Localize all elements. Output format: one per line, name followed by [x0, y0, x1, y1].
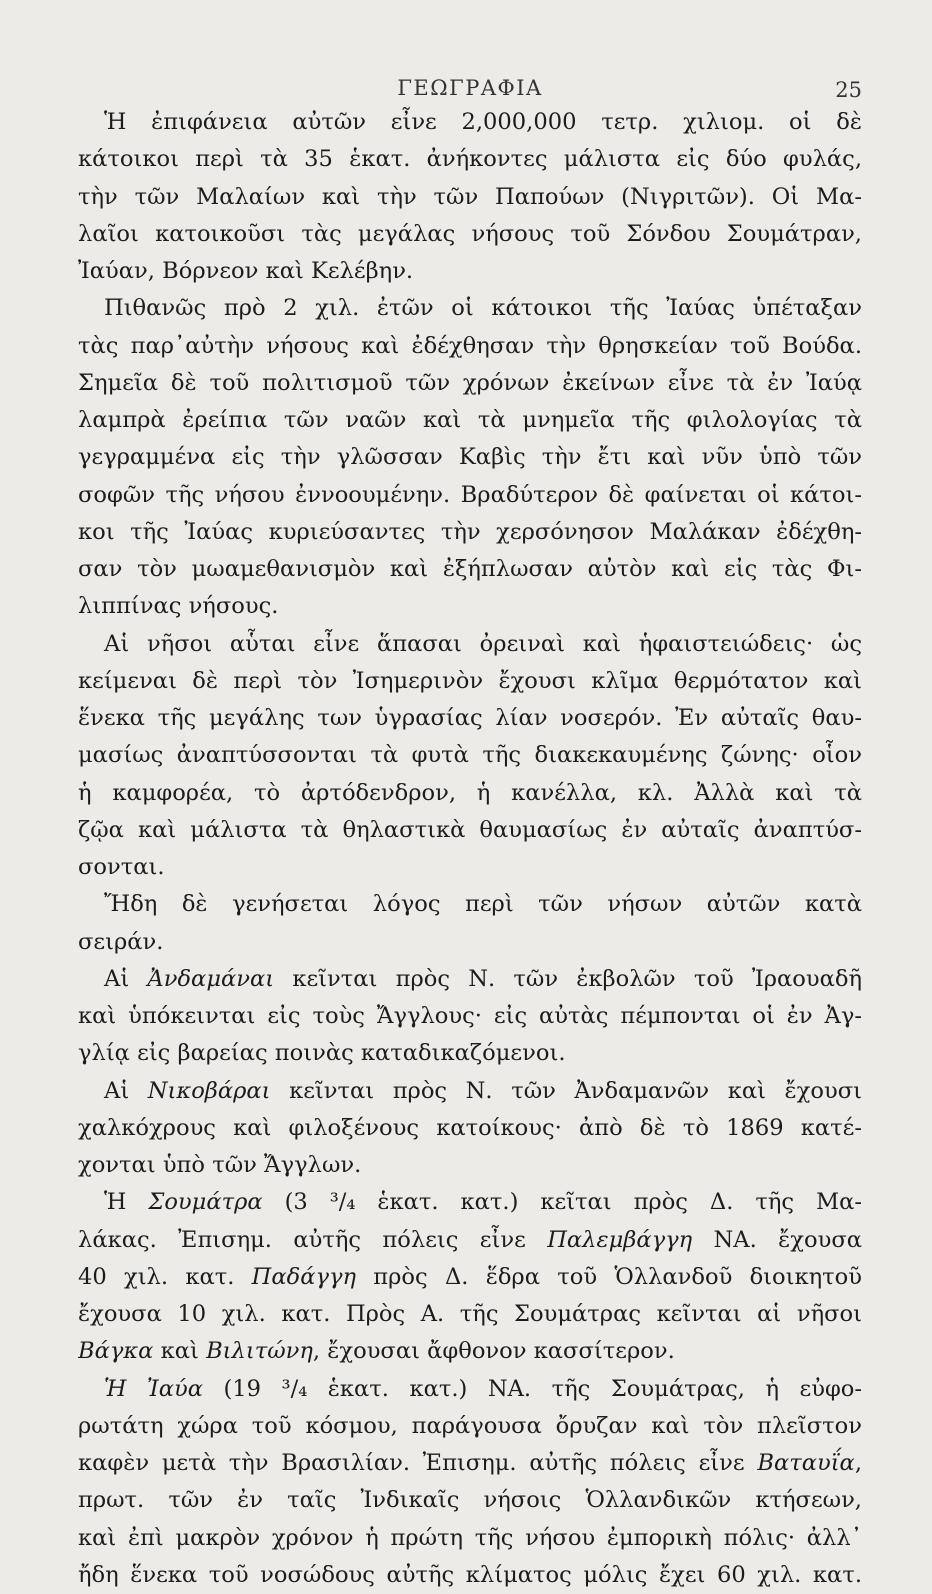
text-segment: ζῷα καὶ μάλιστα τὰ θηλαστικὰ θαυμασίως ἐν αὐταῖς ἀναπτύσ-	[78, 816, 862, 843]
text-line	[78, 588, 862, 625]
text-segment: πρωτ. τῶν ἐν ταῖς Ἰνδικαῖς νήσοις Ὁλλανδικῶν κτήσεων,	[78, 1487, 862, 1514]
text-line	[78, 1259, 862, 1296]
text-segment: σαν τὸν μωαμεθανισμὸν καὶ ἐξήπλωσαν αὐτὸν καὶ εἰς τὰς Φι-	[78, 556, 862, 582]
italic-place-name: Παδάγγη	[251, 1263, 357, 1290]
text-line	[78, 1520, 862, 1557]
italic-place-name: Ἡ Ἰαύα	[104, 1375, 203, 1402]
text-line	[78, 663, 862, 700]
text-segment: ,	[854, 1450, 862, 1476]
text-segment: πρὸς Δ. ἕδρα τοῦ Ὁλλανδοῦ διοικητοῦ	[356, 1263, 862, 1290]
text-segment: σοφῶν τῆς νήσου ἐννοουμένην. Βραδύτερον δὲ φαίνεται οἱ κάτοι-	[78, 481, 862, 508]
text-segment: Αἱ	[104, 1077, 148, 1104]
text-line	[78, 104, 862, 141]
text-segment: μασίως ἀναπτύσσονται τὰ φυτὰ τῆς διακεκαυμένης ζώνης· οἷον	[78, 742, 862, 769]
text-line	[78, 439, 862, 476]
text-segment: γλίᾳ εἰς βαρείας ποινὰς καταδικαζόμενοι.	[78, 1040, 566, 1067]
text-segment: χονται ὑπὸ τῶν Ἄγγλων.	[78, 1152, 362, 1178]
text-segment: (3 ³/₄ ἑκατ. κατ.) κεῖται πρὸς Δ. τῆς Μα-	[262, 1189, 862, 1216]
text-segment: Σημεῖα δὲ τοῦ πολιτισμοῦ τῶν χρόνων ἐκείνων εἶνε τὰ ἐν Ἰαύᾳ	[78, 369, 862, 396]
text-segment: κεῖνται πρὸς Ν. τῶν Ἀνδαμανῶν καὶ ἔχουσι	[270, 1077, 862, 1104]
text-line	[78, 328, 862, 365]
text-segment: σειράν.	[78, 928, 164, 955]
page-header	[78, 70, 862, 104]
text-line	[78, 216, 862, 253]
text-line	[78, 961, 862, 998]
text-line	[78, 290, 862, 327]
text-segment: ρωτάτη χώρα τοῦ κόσμου, παράγουσα ὄρυζαν καὶ τὸν πλεῖστον	[78, 1412, 862, 1439]
text-line	[78, 1482, 862, 1519]
text-line	[78, 737, 862, 774]
text-line	[78, 514, 862, 551]
text-line	[78, 477, 862, 514]
text-segment: καὶ ὑπόκεινται εἰς τοὺς Ἄγγλους· εἰς αὐτὰς πέμπονται οἱ ἐν Ἀγ-	[78, 1003, 862, 1029]
text-line	[78, 253, 862, 290]
text-segment: Ἡ ἐπιφάνεια αὐτῶν εἶνε 2,000,000 τετρ. χιλιομ. οἱ δὲ	[104, 109, 862, 135]
text-segment: κάτοικοι περὶ τὰ 35 ἑκατ. ἀνήκοντες μάλιστα εἰς δύο φυλάς,	[78, 146, 862, 173]
text-line	[78, 886, 862, 923]
text-segment: ΝΑ. ἔχουσα	[692, 1226, 862, 1253]
text-segment: σονται.	[78, 854, 165, 880]
text-line	[78, 1110, 862, 1147]
text-line	[78, 775, 862, 812]
italic-place-name: Βαταυΐα	[757, 1450, 855, 1476]
text-line	[78, 1222, 862, 1259]
text-segment: χαλκόχρους καὶ φιλοξένους κατοίκους· ἀπὸ δὲ τὸ 1869 κατέ-	[78, 1114, 862, 1141]
text-line	[78, 812, 862, 849]
text-line	[78, 1073, 862, 1110]
text-line	[78, 1184, 862, 1221]
running-title: ΓΕΩΓΡΑΦΙΑ	[397, 76, 543, 100]
text-line	[78, 141, 862, 178]
text-line	[78, 402, 862, 439]
text-segment: Ἡ	[104, 1189, 149, 1216]
text-segment: ἤδη ἕνεκα τοῦ νοσώδους αὐτῆς κλίματος μόλις ἔχει 60 χιλ. κατ.	[78, 1561, 862, 1588]
text-segment: καφὲν μετὰ τὴν Βρασιλίαν. Ἐπισημ. αὐτῆς πόλεις εἶνε	[78, 1450, 758, 1476]
text-line	[78, 700, 862, 737]
text-line	[78, 1408, 862, 1445]
text-line	[78, 1333, 862, 1370]
text-line	[78, 1296, 862, 1333]
text-line	[78, 626, 862, 663]
text-line	[78, 849, 862, 886]
text-line	[78, 1147, 862, 1184]
text-line	[78, 998, 862, 1035]
text-segment: ἕνεκα τῆς μεγάλης των ὑγρασίας λίαν νοσερόν. Ἐν αὐταῖς θαυ-	[78, 705, 862, 731]
italic-place-name: Παλεμβάγγη	[547, 1226, 693, 1253]
text-segment: λαμπρὰ ἐρείπια τῶν ναῶν καὶ τὰ μνημεῖα τῆς φιλολογίας τὰ	[78, 407, 862, 433]
text-segment: τὴν τῶν Μαλαίων καὶ τὴν τῶν Παπούων (Νιγριτῶν). Οἱ Μα-	[78, 183, 862, 210]
text-segment: κοι τῆς Ἰαύας κυριεύσαντες τὴν χερσόνησον Μαλάκαν ἐδέχθη-	[78, 518, 862, 545]
text-segment: ἔχουσα 10 χιλ. κατ. Πρὸς Α. τῆς Σουμάτρας κεῖνται αἱ νῆσοι	[78, 1301, 862, 1327]
text-line	[78, 1557, 862, 1594]
text-segment: λάκας. Ἐπισημ. αὐτῆς πόλεις εἶνε	[78, 1226, 548, 1253]
text-segment: Ἤδη δὲ γενήσεται λόγος περὶ τῶν νήσων αὐτῶν κατὰ	[104, 891, 862, 918]
page-number: 25	[835, 78, 862, 102]
text-segment: ἡ καμφορέα, τὸ ἀρτόδενδρον, ἡ κανέλλα, κλ. Ἀλλὰ καὶ τὰ	[78, 779, 862, 806]
text-segment: τὰς παρ᾽αὐτὴν νήσους καὶ ἐδέχθησαν τὴν θρησκείαν τοῦ Βούδα.	[78, 332, 862, 359]
text-segment: λιππίνας νήσους.	[78, 593, 279, 620]
text-segment: καὶ	[153, 1338, 207, 1365]
italic-place-name: Ἀνδαμάναι	[147, 965, 275, 992]
text-segment: 40 χιλ. κατ.	[78, 1263, 252, 1290]
text-segment: λαῖοι κατοικοῦσι τὰς μεγάλας νήσους τοῦ Σόνδου Σουμάτραν,	[78, 220, 862, 247]
text-segment: καὶ ἐπὶ μακρὸν χρόνον ἡ πρώτη τῆς νήσου ἐμπορικὴ πόλις· ἀλλ᾽	[78, 1524, 862, 1551]
text-segment: γεγραμμένα εἰς τὴν γλῶσσαν Καβὶς τὴν ἔτι καὶ νῦν ὑπὸ τῶν	[78, 444, 862, 471]
italic-place-name: Νικοβάραι	[147, 1077, 271, 1104]
text-line	[78, 1035, 862, 1072]
text-segment: Αἱ νῆσοι αὗται εἶνε ἅπασαι ὀρειναὶ καὶ ἡφαιστειώδεις· ὡς	[104, 630, 862, 657]
text-segment: Ἰαύαν, Βόρνεον καὶ Κελέβην.	[78, 258, 414, 284]
text-segment: κεῖνται πρὸς Ν. τῶν ἐκβολῶν τοῦ Ἰραουαδῆ	[274, 965, 862, 992]
text-line	[78, 1445, 862, 1482]
text-segment: Αἱ	[104, 965, 148, 992]
italic-place-name: Σουμάτρα	[148, 1189, 263, 1216]
text-line	[78, 551, 862, 588]
text-line	[78, 924, 862, 961]
text-segment: (19 ³/₄ ἑκατ. κατ.) ΝΑ. τῆς Σουμάτρας, ἡ εὐφο-	[202, 1375, 862, 1402]
text-line	[78, 365, 862, 402]
body-text	[78, 104, 862, 1594]
text-line	[78, 179, 862, 216]
italic-place-name: Βάγκα	[78, 1338, 154, 1365]
text-line	[78, 1371, 862, 1408]
italic-place-name: Βιλιτώνη	[206, 1338, 313, 1365]
text-segment: Πιθανῶς πρὸ 2 χιλ. ἐτῶν οἱ κάτοικοι τῆς Ἰαύας ὑπέταξαν	[104, 295, 862, 322]
text-segment: , ἔχουσαι ἄφθονον κασσίτερον.	[312, 1338, 675, 1365]
text-segment: κείμεναι δὲ περὶ τὸν Ἰσημερινὸν ἔχουσι κλῖμα θερμότατον καὶ	[78, 667, 862, 694]
